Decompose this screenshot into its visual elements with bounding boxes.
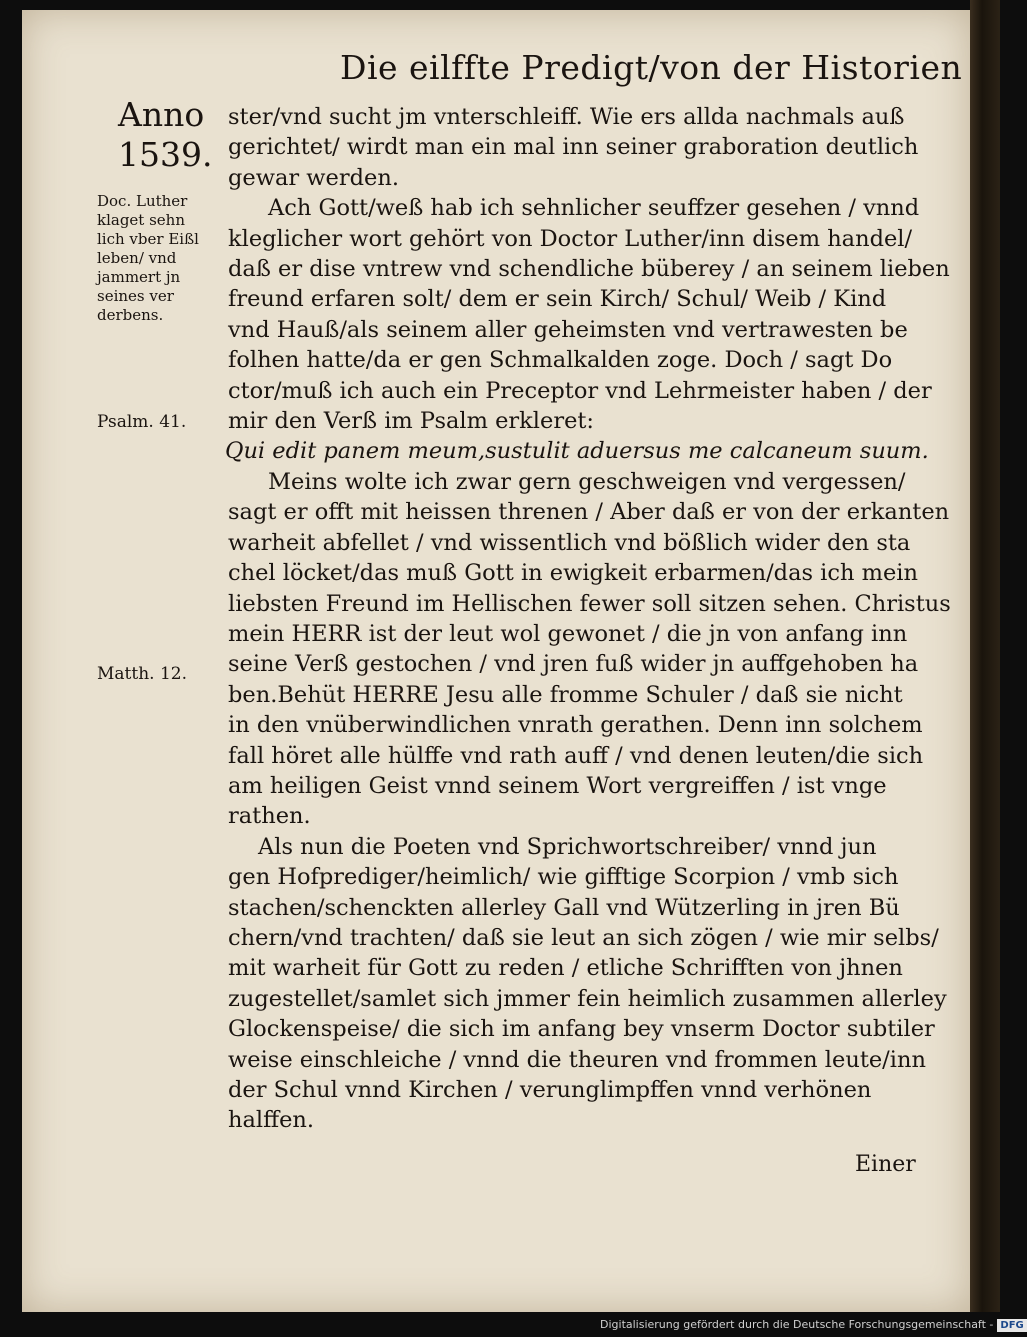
text-line: kleglicher wort gehört von Doctor Luther/inn disem handel/ — [228, 225, 913, 252]
dfg-logo: DFG — [997, 1319, 1026, 1332]
text-line: folhen hatte/da er gen Schmalkalden zoge. Doch / sagt Do — [228, 347, 893, 374]
text-line: Ach Gott/weß hab ich sehnlicher seuffzer gesehen / vnnd — [268, 195, 920, 222]
body-text — [225, 102, 951, 1136]
text-line: in den vnüberwindlichen vnrath gerathen. Denn inn solchem — [228, 712, 923, 739]
margin-note-line: seines ver — [97, 287, 174, 305]
margin-note-line: klaget sehn — [97, 211, 186, 229]
footer-credit-text: Digitalisierung gefördert durch die Deutsche Forschungsgemeinschaft - — [600, 1318, 994, 1331]
text-line: mein HERR ist der leut wol gewonet / die jn von anfang inn — [228, 620, 908, 647]
text-line: gerichtet/ wirdt man ein mal inn seiner graboration deutlich — [228, 134, 919, 161]
text-line: chel löcket/das muß Gott in ewigkeit erbarmen/das ich mein — [228, 560, 918, 587]
margin-year — [118, 95, 212, 175]
text-line: Als nun die Poeten vnd Sprichwortschreiber/ vnnd jun — [258, 833, 877, 860]
text-line: seine Verß gestochen / vnd jren fuß wider jn auffgehoben ha — [228, 651, 919, 678]
text-line: rathen. — [228, 803, 311, 830]
margin-note-line: Psalm. 41. — [97, 412, 187, 432]
text-line: ctor/muß ich auch ein Preceptor vnd Lehrmeister haben / der — [228, 377, 932, 404]
latin-quote: Qui edit panem meum,sustulit aduersus me calcaneum suum. — [225, 438, 929, 465]
footer-credit — [600, 1318, 1024, 1334]
text-line: chern/vnd trachten/ daß sie leut an sich zögen / wie mir selbs/ — [228, 924, 939, 951]
text-line: freund erfaren solt/ dem er sein Kirch/ Schul/ Weib / Kind — [228, 286, 887, 313]
margin-note-matthew — [97, 665, 187, 684]
text-line: liebsten Freund im Hellischen fewer soll sitzen sehen. Christus — [228, 590, 951, 617]
running-head: Die eilffte Predigt/von der Historien — [340, 48, 963, 87]
margin-note-line: Matth. 12. — [97, 664, 187, 684]
text-line: ster/vnd sucht jm vnterschleiff. Wie ers allda nachmals auß — [228, 104, 905, 130]
text-line: Meins wolte ich zwar gern geschweigen vnd vergessen/ — [268, 468, 906, 495]
text-line: Glockenspeise/ die sich im anfang bey vnserm Doctor subtiler — [228, 1016, 935, 1043]
text-line: gen Hofprediger/heimlich/ wie gifftige Scorpion / vmb sich — [228, 864, 899, 891]
text-line: halffen. — [228, 1107, 315, 1134]
text-line: warheit abfellet / vnd wissentlich vnd bößlich wider den sta — [228, 529, 911, 556]
margin-year-number: 1539. — [118, 135, 213, 174]
text-line: fall höret alle hülffe vnd rath auff / vnd denen leuten/die sich — [228, 742, 924, 769]
text-line: der Schul vnnd Kirchen / verunglimpffen vnnd verhönen — [228, 1077, 872, 1103]
margin-note-line: lich vber Eißl — [97, 230, 199, 248]
text-line: mir den Verß im Psalm erkleret: — [228, 408, 595, 435]
margin-note-luther — [97, 192, 199, 325]
margin-note-line: jammert jn — [97, 268, 181, 286]
margin-year-anno: Anno — [118, 95, 205, 134]
text-line: stachen/schenckten allerley Gall vnd Wützerling in jren Bü — [228, 894, 900, 921]
text-line: vnd Hauß/als seinem aller geheimsten vnd vertrawesten be — [228, 316, 908, 343]
text-line: gewar werden. — [228, 164, 399, 191]
margin-note-psalm — [97, 413, 186, 432]
text-line: weise einschleiche / vnnd die theuren vnd frommen leute/inn — [228, 1046, 926, 1073]
text-line: am heiligen Geist vnnd seinem Wort vergreiffen / ist vnge — [228, 772, 887, 799]
text-line: sagt er offt mit heissen threnen / Aber daß er von der erkanten — [228, 499, 950, 526]
margin-note-line: leben/ vnd — [97, 249, 177, 267]
text-line: daß er dise vntrew vnd schendliche büberey / an seinem lieben — [228, 256, 950, 283]
catchword: Einer — [855, 1152, 916, 1177]
margin-note-line: derbens. — [97, 306, 164, 324]
book-edge — [970, 0, 1000, 1312]
text-line: ben.Behüt HERRE Jesu alle fromme Schuler / daß sie nicht — [228, 681, 903, 708]
text-line: mit warheit für Gott zu reden / etliche Schrifften von jhnen — [228, 955, 903, 982]
text-line: zugestellet/samlet sich jmmer fein heimlich zusammen allerley — [228, 985, 947, 1012]
margin-note-line: Doc. Luther — [97, 192, 188, 210]
